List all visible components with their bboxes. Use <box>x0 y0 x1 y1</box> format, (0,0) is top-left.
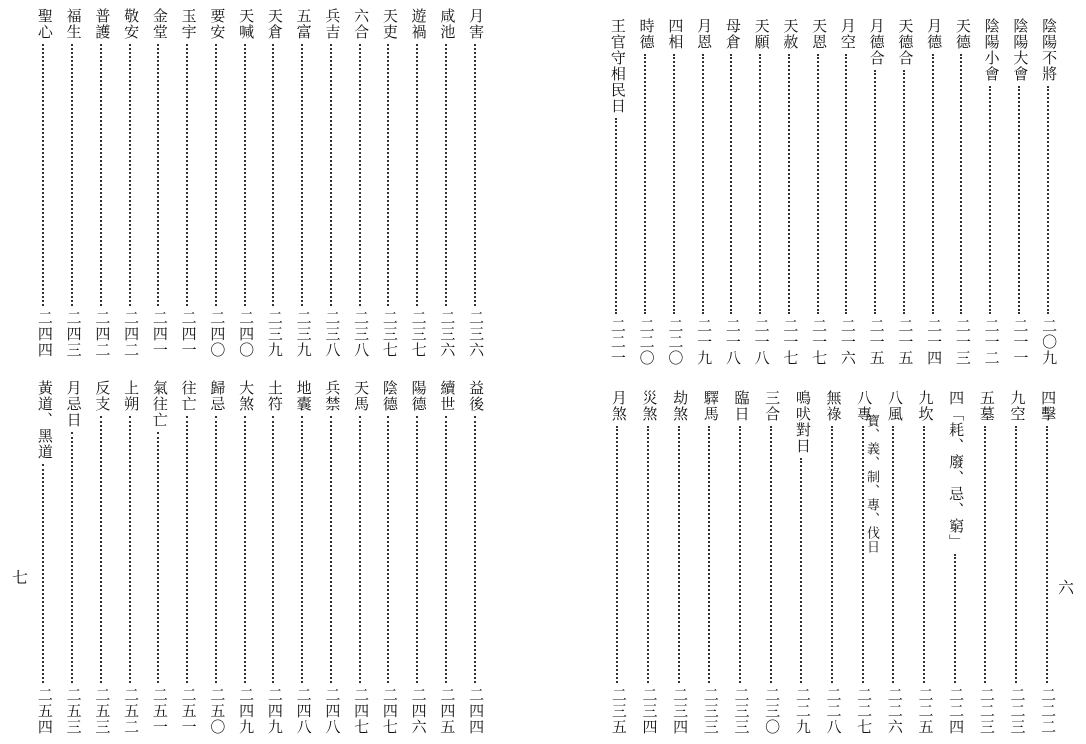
entry-page-number: 二四七 <box>352 687 371 735</box>
right-bottom-index-block <box>603 390 1063 735</box>
index-entry <box>820 390 846 735</box>
entry-page-number: 二四七 <box>380 687 399 735</box>
entry-title: 八專 <box>855 390 874 422</box>
index-entry <box>697 390 723 735</box>
entry-page-number: 二一五 <box>896 318 915 366</box>
leader-dots <box>1046 426 1050 683</box>
entry-page-number: 二三三 <box>732 687 751 735</box>
leader-dots <box>100 416 104 683</box>
entry-page-number: 二三四 <box>671 687 690 735</box>
index-entry <box>691 18 717 366</box>
leader-dots <box>708 426 712 683</box>
right-top-index-block <box>603 18 1063 366</box>
index-entry <box>348 8 374 358</box>
index-entry <box>636 390 662 735</box>
entry-page-number: 二三七 <box>380 310 399 358</box>
entry-page-number: 二三七 <box>409 310 428 358</box>
entry-page-number: 二一三 <box>953 318 972 366</box>
entry-page-number: 二〇九 <box>1040 318 1059 366</box>
entry-title: 玉宇 <box>179 8 198 40</box>
entry-page-number: 二五三 <box>64 687 83 735</box>
entry-page-number: 二二六 <box>885 687 904 735</box>
entry-page-number: 二四五 <box>438 687 457 735</box>
leader-dots <box>157 432 161 683</box>
index-entry <box>863 18 889 366</box>
leader-dots <box>616 426 620 683</box>
leader-dots <box>42 464 46 683</box>
leader-dots <box>129 416 133 683</box>
entry-title: 天吏 <box>380 8 399 40</box>
entry-title: 九空 <box>1008 390 1027 422</box>
index-entry <box>748 18 774 366</box>
leader-dots <box>244 416 248 683</box>
entry-title: 天願 <box>752 18 771 50</box>
index-entry <box>949 18 975 366</box>
entry-page-number: 二三九 <box>294 310 313 358</box>
entry-title: 母倉 <box>723 18 742 50</box>
entry-title: 地囊 <box>294 380 313 412</box>
entry-title: 陰陽不將 <box>1040 18 1059 82</box>
entry-title: 月害 <box>467 8 486 40</box>
entry-title: 金堂 <box>150 8 169 40</box>
entry-title: 天赦 <box>781 18 800 50</box>
leader-dots <box>301 416 305 683</box>
leader-dots <box>215 416 219 683</box>
entry-page-number: 二五三 <box>93 687 112 735</box>
leader-dots <box>100 44 104 306</box>
entry-title: 四「耗、廢、忌、窮」 <box>947 390 966 550</box>
entry-title: 敬安 <box>122 8 141 40</box>
leader-dots <box>739 426 743 683</box>
leader-dots <box>42 44 46 306</box>
index-entry <box>31 380 57 735</box>
entry-page-number: 二二四 <box>947 687 966 735</box>
leader-dots <box>1018 86 1022 314</box>
leader-dots <box>845 54 849 314</box>
index-entry <box>912 390 938 735</box>
entry-page-number: 二四二 <box>93 310 112 358</box>
index-entry <box>175 380 201 735</box>
leader-dots <box>644 54 648 314</box>
index-entry <box>789 390 815 735</box>
entry-page-number: 二一九 <box>695 318 714 366</box>
leader-dots <box>678 426 682 683</box>
entry-page-number: 二二一 <box>608 318 627 366</box>
leader-dots <box>387 416 391 683</box>
entry-page-number: 二四〇 <box>237 310 256 358</box>
leader-dots <box>330 44 334 306</box>
entry-page-number: 二一六 <box>838 318 857 366</box>
entry-title: 陽德 <box>409 380 428 412</box>
index-entry <box>376 8 402 358</box>
index-entry <box>204 8 230 358</box>
entry-title: 八風 <box>885 390 904 422</box>
index-entry <box>662 18 688 366</box>
leader-dots <box>800 458 804 683</box>
entry-title: 天德 <box>953 18 972 50</box>
entry-title: 四相 <box>666 18 685 50</box>
entry-page-number: 二一四 <box>925 318 944 366</box>
index-entry <box>978 18 1004 366</box>
entry-title: 五富 <box>294 8 313 40</box>
entry-page-number: 二三六 <box>467 310 486 358</box>
index-entry <box>175 8 201 358</box>
leader-dots <box>960 54 964 314</box>
entry-title: 普護 <box>93 8 112 40</box>
index-entry <box>777 18 803 366</box>
index-entry <box>31 8 57 358</box>
entry-title: 天倉 <box>265 8 284 40</box>
entry-title: 五墓 <box>977 390 996 422</box>
entry-page-number: 二二三 <box>1008 687 1027 735</box>
entry-title: 陰德 <box>380 380 399 412</box>
entry-subnote: 寶、義、制、專、伐日 <box>864 414 879 554</box>
index-entry <box>434 380 460 735</box>
entry-page-number: 二一二 <box>982 318 1001 366</box>
entry-title: 四擊 <box>1039 390 1058 422</box>
entry-page-number: 二三六 <box>438 310 457 358</box>
entry-title: 陰陽小會 <box>982 18 1001 82</box>
entry-title: 聖心 <box>35 8 54 40</box>
entry-page-number: 二三五 <box>609 687 628 735</box>
entry-title: 臨日 <box>732 390 751 422</box>
entry-page-number: 二四八 <box>323 687 342 735</box>
index-entry <box>759 390 785 735</box>
entry-page-number: 二四一 <box>150 310 169 358</box>
right-page-number: 六 <box>1058 578 1075 597</box>
leader-dots <box>788 54 792 314</box>
entry-title: 咸池 <box>438 8 457 40</box>
entry-title: 月煞 <box>609 390 628 422</box>
entry-page-number: 二四九 <box>265 687 284 735</box>
entry-title: 王官守相民日 <box>608 18 627 114</box>
index-entry <box>376 380 402 735</box>
entry-title: 往亡 <box>179 380 198 412</box>
index-entry <box>405 380 431 735</box>
entry-page-number: 二一七 <box>781 318 800 366</box>
entry-title: 鳴吠對日 <box>793 390 812 454</box>
index-entry <box>973 390 999 735</box>
entry-title: 遊禍 <box>409 8 428 40</box>
leader-dots <box>954 554 958 683</box>
entry-title: 要安 <box>208 8 227 40</box>
leader-dots <box>932 54 936 314</box>
leader-dots <box>416 44 420 306</box>
entry-page-number: 二一七 <box>810 318 829 366</box>
entry-page-number: 二二五 <box>916 687 935 735</box>
entry-page-number: 二五一 <box>179 687 198 735</box>
entry-page-number: 二一八 <box>752 318 771 366</box>
leader-dots <box>359 44 363 306</box>
index-entry <box>118 8 144 358</box>
entry-page-number: 二四九 <box>237 687 256 735</box>
entry-page-number: 二三八 <box>323 310 342 358</box>
entry-title: 月德 <box>925 18 944 50</box>
entry-page-number: 二一五 <box>867 318 886 366</box>
leader-dots <box>474 44 478 306</box>
index-entry <box>1004 390 1030 735</box>
leader-dots <box>647 426 651 683</box>
entry-title: 土符 <box>265 380 284 412</box>
entry-page-number: 二四〇 <box>208 310 227 358</box>
entry-page-number: 二五四 <box>35 687 54 735</box>
index-entry <box>290 380 316 735</box>
entry-page-number: 二五一 <box>150 687 169 735</box>
leader-dots <box>1015 426 1019 683</box>
index-entry <box>881 390 907 735</box>
entry-page-number: 二二三 <box>977 687 996 735</box>
left-page-number: 七 <box>12 568 29 587</box>
leader-dots <box>71 432 75 683</box>
leader-dots <box>874 70 878 314</box>
index-entry <box>146 8 172 358</box>
index-entry <box>1007 18 1033 366</box>
index-entry <box>204 380 230 735</box>
entry-title: 月恩 <box>695 18 714 50</box>
leader-dots <box>157 44 161 306</box>
entry-title: 驛馬 <box>701 390 720 422</box>
leader-dots <box>272 44 276 306</box>
entry-title: 續世 <box>438 380 457 412</box>
index-entry <box>1035 390 1061 735</box>
entry-title: 大煞 <box>237 380 256 412</box>
entry-page-number: 二二〇 <box>637 318 656 366</box>
index-entry <box>728 390 754 735</box>
index-entry <box>319 8 345 358</box>
leader-dots <box>673 54 677 314</box>
entry-title: 益後 <box>467 380 486 412</box>
index-entry <box>60 380 86 735</box>
leader-dots <box>272 416 276 683</box>
index-entry <box>233 380 259 735</box>
index-entry <box>633 18 659 366</box>
leader-dots <box>903 70 907 314</box>
index-entry <box>348 380 374 735</box>
entry-title: 黃道、黑道 <box>35 380 54 460</box>
index-entry <box>667 390 693 735</box>
leader-dots <box>186 416 190 683</box>
leader-dots <box>244 44 248 306</box>
index-entry <box>146 380 172 735</box>
index-entry <box>233 8 259 358</box>
entry-page-number: 二二〇 <box>666 318 685 366</box>
index-entry <box>463 8 489 358</box>
leader-dots <box>330 416 334 683</box>
index-entry <box>261 380 287 735</box>
index-entry <box>943 390 969 735</box>
entry-page-number: 二三九 <box>265 310 284 358</box>
entry-title: 福生 <box>64 8 83 40</box>
entry-page-number: 二四二 <box>122 310 141 358</box>
index-entry <box>261 8 287 358</box>
index-entry <box>604 18 630 366</box>
entry-page-number: 二三〇 <box>763 687 782 735</box>
entry-page-number: 二四一 <box>179 310 198 358</box>
entry-page-number: 二一一 <box>1011 318 1030 366</box>
entry-title: 天馬 <box>352 380 371 412</box>
entry-title: 天喊 <box>237 8 256 40</box>
entry-title: 劫煞 <box>671 390 690 422</box>
leader-dots <box>186 44 190 306</box>
entry-title: 九坎 <box>916 390 935 422</box>
entry-title: 天恩 <box>810 18 829 50</box>
leader-dots <box>615 118 619 314</box>
leader-dots <box>989 86 993 314</box>
entry-title: 兵禁 <box>323 380 342 412</box>
leader-dots <box>71 44 75 306</box>
entry-title: 六合 <box>352 8 371 40</box>
leader-dots <box>474 416 478 683</box>
entry-title: 無祿 <box>824 390 843 422</box>
index-entry <box>921 18 947 366</box>
leader-dots <box>301 44 305 306</box>
entry-page-number: 二五〇 <box>208 687 227 735</box>
index-entry <box>434 8 460 358</box>
entry-page-number: 二四四 <box>35 310 54 358</box>
entry-page-number: 二一八 <box>723 318 742 366</box>
entry-page-number: 二四六 <box>409 687 428 735</box>
index-entry <box>806 18 832 366</box>
index-entry <box>834 18 860 366</box>
leader-dots <box>445 44 449 306</box>
index-entry <box>892 18 918 366</box>
entry-title: 上朔 <box>122 380 141 412</box>
entry-title: 月德合 <box>867 18 886 66</box>
entry-title: 災煞 <box>640 390 659 422</box>
index-entry <box>605 390 631 735</box>
leader-dots <box>129 44 133 306</box>
index-entry <box>719 18 745 366</box>
leader-dots <box>445 416 449 683</box>
index-entry <box>1036 18 1062 366</box>
leader-dots <box>359 416 363 683</box>
leader-dots <box>1047 86 1051 314</box>
entry-title: 月空 <box>838 18 857 50</box>
entry-page-number: 二四三 <box>64 310 83 358</box>
entry-page-number: 二二七 <box>855 687 874 735</box>
index-entry <box>405 8 431 358</box>
leader-dots <box>817 54 821 314</box>
entry-title: 天德合 <box>896 18 915 66</box>
entry-page-number: 二二二 <box>1039 687 1058 735</box>
leader-dots <box>831 426 835 683</box>
index-entry <box>463 380 489 735</box>
leader-dots <box>770 426 774 683</box>
left-bottom-index-block <box>30 380 490 735</box>
index-entry <box>89 8 115 358</box>
index-entry <box>118 380 144 735</box>
leader-dots <box>923 426 927 683</box>
entry-page-number: 二二八 <box>824 687 843 735</box>
leader-dots <box>702 54 706 314</box>
entry-page-number: 二四八 <box>294 687 313 735</box>
leader-dots <box>892 426 896 683</box>
entry-page-number: 二三四 <box>640 687 659 735</box>
index-entry <box>290 8 316 358</box>
leader-dots <box>416 416 420 683</box>
leader-dots <box>984 426 988 683</box>
entry-title: 反支 <box>93 380 112 412</box>
entry-title: 氣往亡 <box>150 380 169 428</box>
entry-title: 兵吉 <box>323 8 342 40</box>
leader-dots <box>215 44 219 306</box>
entry-page-number: 二四四 <box>467 687 486 735</box>
entry-title: 陰陽大會 <box>1011 18 1030 82</box>
index-entry <box>89 380 115 735</box>
index-entry <box>60 8 86 358</box>
left-top-index-block <box>30 8 490 358</box>
index-entry <box>319 380 345 735</box>
entry-page-number: 二三三 <box>701 687 720 735</box>
entry-title: 歸忌 <box>208 380 227 412</box>
entry-page-number: 二三八 <box>352 310 371 358</box>
leader-dots <box>759 54 763 314</box>
entry-title: 三合 <box>763 390 782 422</box>
right-page <box>543 0 1086 744</box>
entry-title: 時德 <box>637 18 656 50</box>
leader-dots <box>730 54 734 314</box>
entry-title: 月忌日 <box>64 380 83 428</box>
entry-page-number: 二二九 <box>793 687 812 735</box>
leader-dots <box>387 44 391 306</box>
entry-page-number: 二五二 <box>122 687 141 735</box>
